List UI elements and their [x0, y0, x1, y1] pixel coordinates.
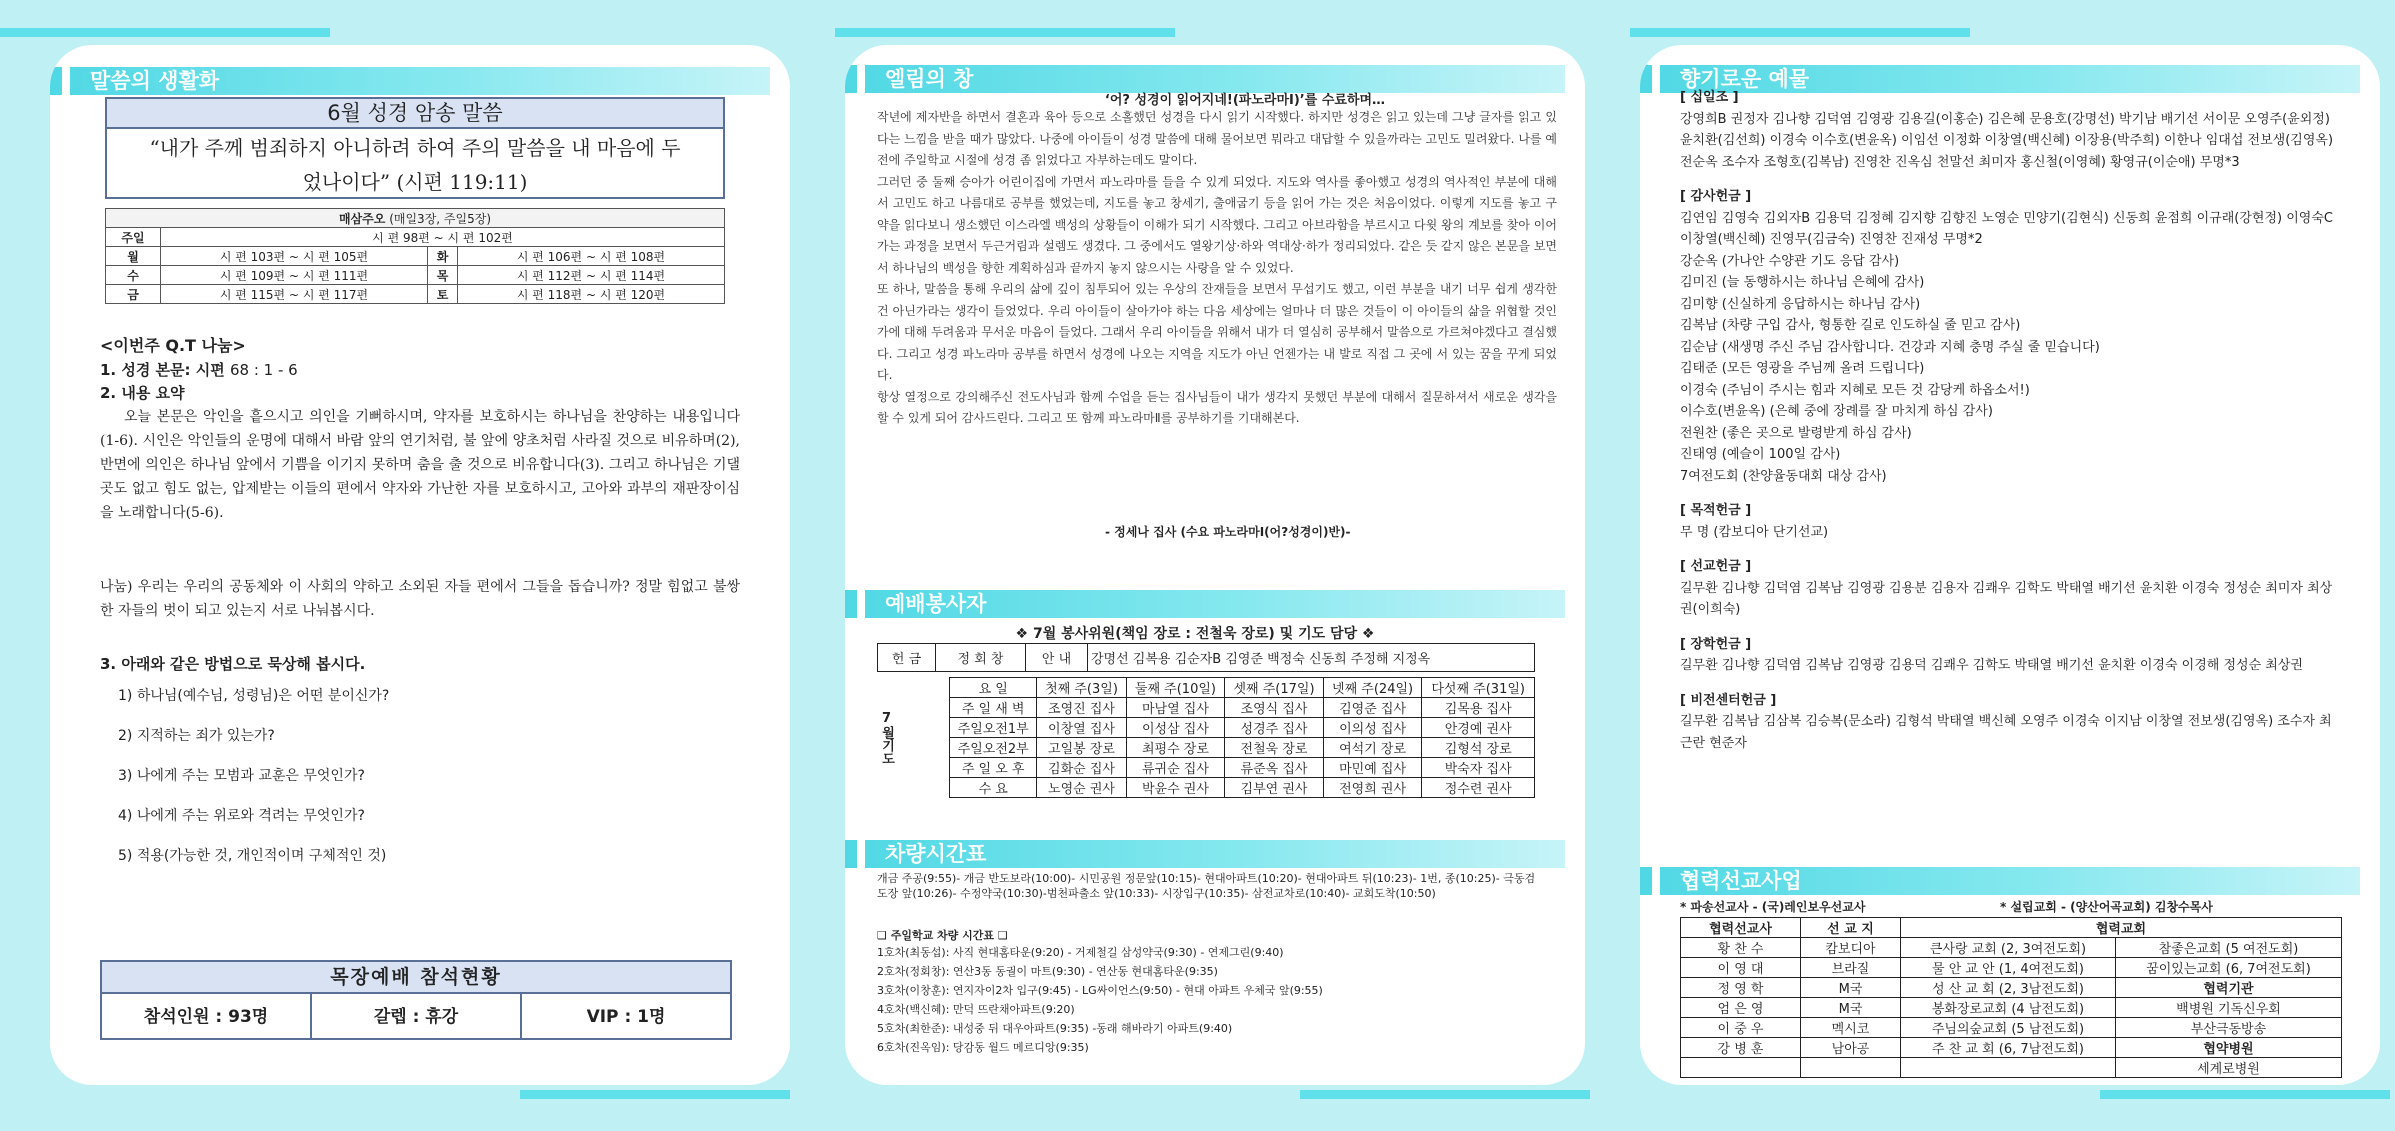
reading-day: 목	[428, 266, 458, 285]
qt-section	[100, 333, 740, 876]
mission-cell: 꿈이있는교회 (6, 7여전도회)	[2115, 958, 2341, 978]
mission-cell: 세계로병원	[2115, 1058, 2341, 1078]
duty-header: 다섯째 주(31일)	[1422, 678, 1535, 698]
duty-header: 요 일	[950, 678, 1037, 698]
guide-names: 강명선 김복용 김순자B 김영준 백정숙 신동희 주정해 지정옥	[1088, 644, 1535, 672]
mission-cell: 백병원 기독신우회	[2115, 998, 2341, 1018]
duty-cell: 전철욱 장로	[1225, 738, 1324, 758]
essay-signature: - 정세나 집사 (수요 파노라마Ⅰ(어?성경이)반)-	[1105, 525, 1351, 539]
mission-cell	[1901, 1058, 2116, 1078]
reading-day: 월	[106, 247, 161, 266]
duty-cell: 김영준 집사	[1323, 698, 1422, 718]
memory-verse-box	[105, 97, 725, 199]
qt-item2-label: 2. 내용 요약	[100, 384, 185, 402]
reading-range: 시 편 98편 ~ 시 편 102편	[161, 228, 725, 247]
attendance-galilee: 갈렙 : 휴강	[312, 994, 522, 1040]
decorative-bar	[835, 28, 1175, 37]
bus-line: 4호차(백신혜): 만덕 뜨란채아파트(9:20)	[877, 1003, 1075, 1016]
reading-day: 주일	[106, 228, 161, 247]
mission-cell: 주님의숲교회 (5 남전도회)	[1901, 1018, 2116, 1038]
mission-header: 선 교 지	[1801, 918, 1901, 938]
offering-group-names: 길무환 김나향 김덕염 김복남 김영광 김용덕 김쾌우 김학도 박태열 배기선 윤치환 이경숙 이경해 정성순 최상권	[1680, 658, 2303, 673]
mission-cell: 성 산 교 회 (2, 3남전도회)	[1901, 978, 2116, 998]
mission-cell: M국	[1801, 978, 1901, 998]
duty-cell: 김부연 권사	[1225, 778, 1324, 798]
mission-cell: 물 안 교 안 (1, 4여전도회)	[1901, 958, 2116, 978]
section-title: 향기로운 예물	[1652, 65, 1809, 93]
section-header	[50, 67, 770, 95]
duty-cell: 수 요	[950, 778, 1037, 798]
duty-header: 첫째 주(3일)	[1037, 678, 1126, 698]
reading-plan-table	[105, 208, 725, 304]
duty-cell: 조영식 집사	[1225, 698, 1324, 718]
mission-cell: 주 찬 교 회 (6, 7남전도회)	[1901, 1038, 2116, 1058]
mission-cell: 부산극동방송	[2115, 1018, 2341, 1038]
offering-group-title: [ 장학헌금 ]	[1680, 636, 1752, 652]
duty-cell: 노영순 권사	[1037, 778, 1126, 798]
qt-question: 1) 하나님(예수님, 성령님)은 어떤 분이신가?	[118, 688, 390, 704]
memory-ref: (시편 119:11)	[396, 170, 528, 194]
duty-cell: 박윤수 권사	[1126, 778, 1225, 798]
mission-cell: 브라질	[1801, 958, 1901, 978]
qt-question: 4) 나에게 주는 위로와 격려는 무엇인가?	[118, 808, 365, 824]
mission-cell: 엄 은 영	[1681, 998, 1801, 1018]
duty-cell: 박숙자 집사	[1422, 758, 1535, 778]
offering-label: 헌 금	[878, 644, 936, 672]
sunday-school-title: ❑ 주일학교 차량 시간표 ❑	[877, 929, 1008, 942]
duty-cell: 주 일 오 후	[950, 758, 1037, 778]
mission-cell: 협약병원	[2115, 1038, 2341, 1058]
duty-cell: 정수련 권사	[1422, 778, 1535, 798]
bus-line: 5호차(최한준): 내성중 뒤 대우아파트(9:35) -동래 해바라기 아파트(9:40)	[877, 1022, 1233, 1035]
duty-cell: 이창열 집사	[1037, 718, 1126, 738]
decorative-bar	[2100, 1090, 2390, 1099]
panel-word-life	[50, 45, 790, 1085]
attendance-total: 참석인원 : 93명	[102, 994, 312, 1040]
mission-cell: 이 중 우	[1681, 1018, 1801, 1038]
month-label-cell	[877, 678, 950, 798]
reading-day: 화	[428, 247, 458, 266]
duty-cell: 주 일 새 벽	[950, 698, 1037, 718]
duty-cell: 성경주 집사	[1225, 718, 1324, 738]
attendance-box	[100, 960, 732, 1040]
duty-cell: 마남열 집사	[1126, 698, 1225, 718]
duty-cell: 김형석 장로	[1422, 738, 1535, 758]
mission-cell: 멕시코	[1801, 1018, 1901, 1038]
mission-table	[1680, 917, 2342, 1078]
mission-cell	[1681, 1058, 1801, 1078]
duty-cell: 류준옥 집사	[1225, 758, 1324, 778]
duty-header: 넷째 주(24일)	[1323, 678, 1422, 698]
section-title: 협력선교사업	[1652, 867, 1802, 895]
section-title: 차량시간표	[857, 840, 986, 868]
reading-header-sub: (매일3장, 주일5장)	[389, 211, 492, 226]
duty-cell: 최평수 장로	[1126, 738, 1225, 758]
decorative-bar	[1630, 28, 1970, 37]
mission-header: 협력선교사	[1681, 918, 1801, 938]
mission-cell: 정 영 학	[1681, 978, 1801, 998]
offering-group-title: [ 선교헌금 ]	[1680, 559, 1752, 574]
offering-group-title: [ 비전센터헌금 ]	[1680, 692, 1777, 708]
mission-cell	[1801, 1058, 1901, 1078]
offering-group-names: 길무환 김복남 김삼복 김승복(문소라) 김형석 박태열 백신혜 오영주 이경숙 이지남 이창열 전보생(김영옥) 조수자 최근란 현준자	[1680, 714, 2332, 751]
mission-cell: 황 찬 수	[1681, 938, 1801, 958]
qt-question: 2) 지적하는 죄가 있는가?	[118, 728, 275, 744]
essay-body: 작년에 제자반을 하면서 결혼과 육아 등으로 소홀했던 성경을 다시 읽기 시작했다. 하지만 성경은 읽고 있는데 그냥 글자를 읽고 있다는 느낌을 받을 때가 많았다. 나중에 아이들이 성경 말씀에 대해 물어보면 뭐라고 대답할 수 있을까라는 고민도 밀려왔다. 나를 예전에 주일학교 시절에 성경 좀 읽었다고 자부하는데도 말이다. 그러던 중 둘째 승아가 어린이집에 가면서 파노라마를 들을 수 있게 되었다. 지도와 역사를 좋아했고 성경의 역사적인 부분에 대해서 고민도 하고 나름대로 공부를 했었는데, 지도를 놓고 창세기, 출애굽기 등을 읽어 가는 것은 처음이었다. 이렇게 지도를 놓고 구약을 읽다보니 생소했던 이스라엘 백성의 상황들이 이해가 되기 시작했다. 그리고 아브라함을 부르시고 다윗 왕의 계보를 찾아 이어가는 과정을 보면서 두근거림과 설렘도 생겼다. 그 중에서도 열왕기상·하와 역대상·하가 정리되었다. 같은 듯 같지 않은 본문을 보면서 하나님의 백성을 향한 계획하심과 끝까지 놓지 않으시는 사랑을 알 수 있었다. 또 하나, 말씀을 통해 우리의 삶에 깊이 침투되어 있는 우상의 잔재들을 보면서 무섭기도 했고, 이런 부분을 내기 너무 쉽게 생각한 건 아닌가라는 생각이 들었었다. 우리 아이들이 살아가야 하는 다음 세상에는 얼마나 더 많은 것들이 이 아이들의 삶을 위협할 것인가에 대해 두려움과 무서운 마음이 들었다. 그래서 우리 아이들을 위해서 내가 더 열심히 공부해서 말씀으로 가르쳐야겠다고 결심했다. 그리고 성경 파노라마 공부를 하면서 성경에 나오는 지역을 지도가 아닌 언젠가는 내 발로 직접 그 곳에 서 있는 꿈을 꾸게 되었다. 항상 열정으로 강의해주신 전도사님과 함께 수업을 듣는 집사님들이 내가 생각지 못했던 부분에 대해서 질문하셔서 새로운 생각을 할 수 있게 되어 감사드린다. 그리고 또 함께 파노라마Ⅱ를 공부하기를 기대해본다.	[877, 110, 1557, 425]
qt-share: 나눔) 우리는 우리의 공동체와 이 사회의 약하고 소외된 자들 편에서 그들을 돕습니까? 정말 힘없고 불쌍한 자들의 벗이 되고 있는지 서로 나눠봅시다.	[100, 579, 740, 619]
attendance-vip: VIP : 1명	[586, 1007, 666, 1027]
qt-question: 5) 적용(가능한 것, 개인적이며 구체적인 것)	[118, 848, 387, 864]
qt-question: 3) 나에게 주는 모범과 교훈은 무엇인가?	[118, 768, 365, 784]
duty-cell: 류귀순 집사	[1126, 758, 1225, 778]
mission-cell: 남아공	[1801, 1038, 1901, 1058]
qt-item1-value: 68 : 1 - 6	[229, 361, 298, 379]
offering-table	[877, 643, 1535, 672]
guide-label: 안 내	[1026, 644, 1088, 672]
month-label: 7월기도	[879, 710, 894, 765]
duty-cell: 마민예 집사	[1323, 758, 1422, 778]
duty-header: 셋째 주(17일)	[1225, 678, 1324, 698]
reading-range: 시 편 109편 ~ 시 편 111편	[161, 266, 428, 285]
offering-group-names: 강영희B 권정자 김나향 김덕염 김영광 김용길(이홍순) 김은혜 문용호(강명선) 박기남 배기선 서이문 오영주(윤외정) 윤치환(김선희) 이경숙 이수호(변윤옥) 이임선 이정화 이창열(백신혜) 이장용(박주희) 이한나 임대섭 전보생(김영옥) 전순옥 조수자 조형호(김복남) 진영찬 진옥심 천말선 최미자 홍신철(이영혜) 황영규(이순애) 무명*3	[1680, 111, 2334, 170]
mission-cell: 이 영 대	[1681, 958, 1801, 978]
panel-elim-window	[845, 45, 1585, 1085]
mission-cell: 캄보디아	[1801, 938, 1901, 958]
mission-sub2: * 설립교회 - (양산어곡교회) 김창수목사	[2000, 900, 2213, 914]
offering-group-names: 무 명 (캄보디아 단기선교)	[1680, 524, 1829, 540]
reading-range: 시 편 112편 ~ 시 편 114편	[458, 266, 725, 285]
reading-day: 금	[106, 285, 161, 304]
offering-group-title: [ 목적헌금 ]	[1680, 503, 1752, 518]
duty-cell: 김화순 집사	[1037, 758, 1126, 778]
duty-cell: 전영희 권사	[1323, 778, 1422, 798]
bus-line: 2호차(정회창): 연산3동 동궐이 마트(9:30) - 연산동 현대홈타운(9:35)	[877, 965, 1218, 978]
essay-title: ‘어? 성경이 읽어지네!(파노라마Ⅰ)’를 수료하며…	[1104, 93, 1386, 108]
offering-group-title: [ 십일조 ]	[1680, 90, 1739, 105]
duty-cell: 이의성 집사	[1323, 718, 1422, 738]
qt-summary: 오늘 본문은 악인을 흩으시고 의인을 기뻐하시며, 약자를 보호하시는 하나님을 찬양하는 내용입니다(1-6). 시인은 악인들의 운명에 대해서 바람 앞의 연기처럼, 불 앞에 양초처럼 사라질 것으로 비유하며(2), 반면에 의인은 하나님 앞에서 기쁨을 이기지 못하며 춤을 출 것으로 비유합니다(3). 그리고 하나님은 기댈 곳도 없고 힘도 없는, 압제받는 이들의 편에서 약자와 가난한 자를 보호하시고, 고아와 과부의 재판장이심을 노래합니다(5-6).	[100, 409, 740, 521]
reading-range: 시 편 106편 ~ 시 편 108편	[458, 247, 725, 266]
service-subtitle: ❖ 7월 봉사위원(책임 장로 : 전철욱 장로) 및 기도 담당 ❖	[1015, 626, 1375, 642]
duty-cell: 이성삼 집사	[1126, 718, 1225, 738]
section-header	[845, 840, 1565, 868]
reading-header: 매삼주오	[338, 211, 386, 226]
section-header	[845, 590, 1565, 618]
reading-range: 시 편 118편 ~ 시 편 120편	[458, 285, 725, 304]
bus-line: 6호차(진옥임): 당감동 월드 메르디앙(9:35)	[877, 1041, 1089, 1054]
section-title: 엘림의 창	[857, 65, 973, 93]
duty-cell: 조영진 집사	[1037, 698, 1126, 718]
duty-cell: 주일오전1부	[950, 718, 1037, 738]
mission-cell: 협력기관	[2115, 978, 2341, 998]
mission-cell: 참좋은교회 (5 여전도회)	[2115, 938, 2341, 958]
panel-offerings	[1640, 45, 2380, 1085]
duty-cell: 고일봉 장로	[1037, 738, 1126, 758]
offering-group-title: [ 감사헌금 ]	[1680, 189, 1752, 204]
reading-day: 수	[106, 266, 161, 285]
mission-cell: 큰사랑 교회 (2, 3여전도회)	[1901, 938, 2116, 958]
decorative-bar	[520, 1090, 790, 1099]
duty-cell: 김목용 집사	[1422, 698, 1535, 718]
mission-header: 협력교회	[1901, 918, 2342, 938]
reading-range: 시 편 103편 ~ 시 편 105편	[161, 247, 428, 266]
offering-group-names: 길무환 김나향 김덕염 김복남 김영광 김용분 김용자 김쾌우 김학도 박태열 배기선 윤치환 이경숙 정성순 최미자 최상권(이희숙)	[1680, 580, 2333, 617]
mission-cell: 강 병 훈	[1681, 1038, 1801, 1058]
qt-item3: 3. 아래와 같은 방법으로 묵상해 봅시다.	[100, 655, 366, 673]
mission-cell: M국	[1801, 998, 1901, 1018]
section-title: 말씀의 생활화	[62, 67, 219, 95]
duty-cell: 여석기 장로	[1323, 738, 1422, 758]
bus-line: 3호차(이창훈): 연지자이2차 입구(9:45) - LG싸이언스(9:50) - 현대 아파트 우체국 앞(9:55)	[877, 984, 1323, 997]
section-header	[1640, 867, 2360, 895]
vehicle-route: 개금 주공(9:55)- 개금 반도보라(10:00)- 시민공원 정문앞(10:15)- 현대아파트(10:20)- 현대아파트 뒤(10:23)- 1번, 종(10:25)- 극동검도장 앞(10:26)- 수정약국(10:30)-범천파출소 앞(10:33)- 시장입구(10:35)- 삼전교차로(10:40)- 교회도착(10:50)	[877, 872, 1536, 900]
offering-name: 정 회 창	[936, 644, 1026, 672]
qt-heading: <이번주 Q.T 나눔>	[100, 336, 246, 355]
prayer-duty-table	[877, 677, 1535, 798]
duty-cell: 주일오전2부	[950, 738, 1037, 758]
reading-day: 토	[428, 285, 458, 304]
duty-header: 둘째 주(10일)	[1126, 678, 1225, 698]
section-title: 예배봉사자	[857, 590, 986, 618]
mission-cell: 봉화장로교회 (4 남전도회)	[1901, 998, 2116, 1018]
mission-sub1: * 파송선교사 - (국)레인보우선교사	[1680, 900, 1866, 914]
memory-title: 6월 성경 암송 말씀	[107, 99, 723, 129]
decorative-bar	[1300, 1090, 1590, 1099]
qt-item1-label: 1. 성경 본문: 시편	[100, 361, 225, 379]
bus-line: 1호차(최동섭): 사직 현대홈타운(9:20) - 거제철길 삼성약국(9:30) - 연제그린(9:40)	[877, 946, 1284, 959]
reading-range: 시 편 115편 ~ 시 편 117편	[161, 285, 428, 304]
duty-cell: 안경예 권사	[1422, 718, 1535, 738]
attendance-title: 목장예배 참석현황	[102, 962, 730, 994]
memory-verse: “내가 주께 범죄하지 아니하려 하여 주의 말씀을 내 마음에 두었나이다”	[149, 136, 681, 194]
decorative-bar	[0, 28, 330, 37]
offering-group-names: 김연임 김영숙 김외자B 김용덕 김정혜 김지향 김향진 노영순 민양기(김현식) 신동희 윤점희 이규래(강현정) 이영숙C 이창열(백신혜) 진영무(김금숙) 진영찬 진재성 무명*2 강순옥 (가나안 수양관 기도 응답 감사) 김미진 (늘 동행하시는 하나님 은혜에 감사) 김미향 (신실하게 응답하시는 하나님 감사) 김복남 (차량 구입 감사, 형통한 길로 인도하실 줄 믿고 감사) 김순남 (새생명 주신 주님 감사합니다. 건강과 지혜 충명 주실 줄 믿습니다) 김태준 (모든 영광을 주님께 올려 드립니다) 이경숙 (주님이 주시는 힘과 지혜로 모든 것 감당케 하옵소서!) 이수호(변윤옥) (은혜 중에 장례를 잘 마치게 하심 감사) 전원찬 (좋은 곳으로 발령받게 하심 감사) 진태영 (예슬이 100일 감사) 7여전도회 (찬양율동대회 대상 감사)	[1680, 210, 2333, 484]
